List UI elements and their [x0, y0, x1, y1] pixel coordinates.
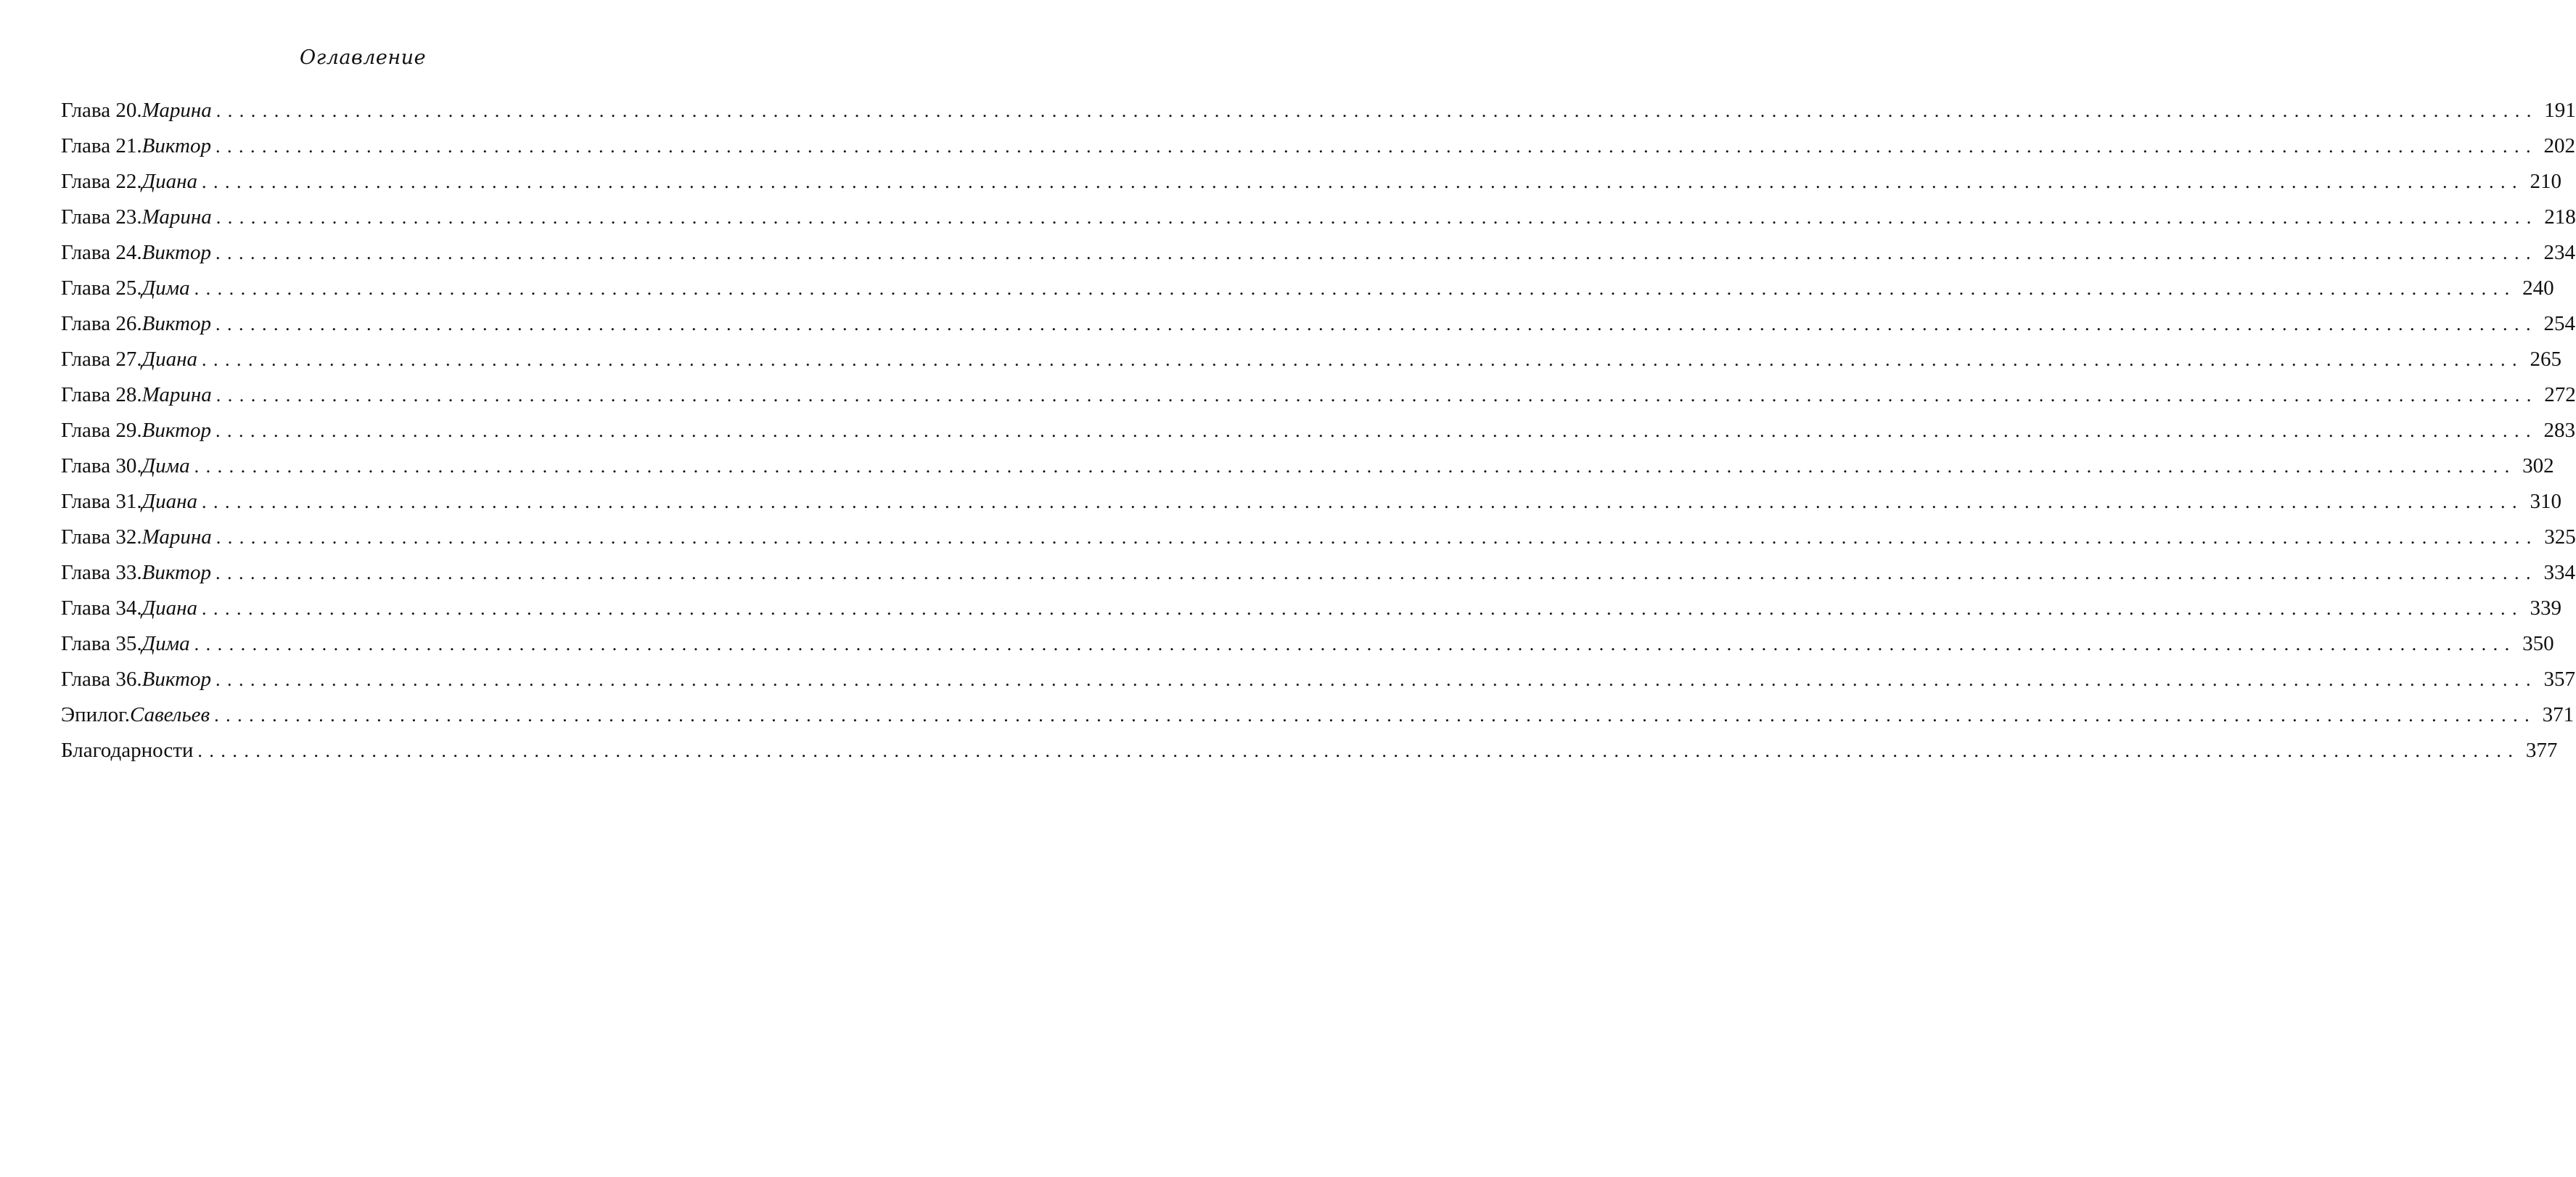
toc-entry-label: Глава 26.: [61, 312, 142, 335]
dot-leader: ........................................................................................................................................................................................................: [216, 207, 2538, 228]
toc-entry: [61, 93, 2576, 128]
toc-entry-name: Савельев: [130, 703, 210, 726]
toc-entry-label: Глава 31.: [61, 490, 142, 513]
toc-entry-name: Диана: [141, 490, 197, 513]
toc-entry: [61, 128, 2575, 164]
toc-entry-name: Дима: [141, 454, 190, 477]
toc-entry: [61, 377, 2576, 413]
toc-entry-page-number: 302: [2522, 454, 2554, 477]
toc-entry-page-number: 334: [2543, 561, 2575, 584]
toc-entry-page-number: 377: [2525, 739, 2558, 762]
dot-leader: ........................................................................................................................................................................................................: [215, 420, 2538, 441]
toc-entry-label: Глава 36.: [61, 668, 142, 691]
toc-entry-page-number: 325: [2544, 525, 2576, 549]
toc-entry: [61, 591, 2561, 626]
toc-entry-name: Марина: [141, 99, 212, 122]
dot-leader: ........................................................................................................................................................................................................: [194, 633, 2516, 655]
toc-entry-name: Диана: [141, 596, 197, 620]
toc-entry: [61, 164, 2561, 200]
toc-entry-name: Виктор: [141, 419, 211, 442]
toc-entry-page-number: 371: [2542, 703, 2575, 726]
toc-entry-name: Виктор: [141, 134, 211, 157]
toc-entry-label: Глава 20.: [61, 99, 142, 122]
running-head-title: Оглавление: [299, 46, 427, 69]
toc-entry-name: Диана: [141, 170, 197, 193]
toc-entry-name: Виктор: [141, 241, 211, 264]
toc-entry-name: Марина: [141, 525, 212, 549]
toc-entry: [61, 733, 2558, 768]
dot-leader: ........................................................................................................................................................................................................: [215, 136, 2538, 157]
toc-entry-label: Глава 30.: [61, 454, 142, 477]
dot-leader: ........................................................................................................................................................................................................: [201, 491, 2524, 512]
toc-entry-page-number: 234: [2543, 241, 2575, 264]
toc-entry-label: Глава 23.: [61, 205, 142, 229]
toc-entry-name: Марина: [141, 205, 212, 229]
toc-entry-label: Глава 32.: [61, 525, 142, 549]
dot-leader: ........................................................................................................................................................................................................: [216, 100, 2538, 121]
toc-entry-name: Марина: [141, 383, 212, 406]
toc-entry-label: Эпилог.: [61, 703, 131, 726]
dot-leader: ........................................................................................................................................................................................................: [215, 242, 2538, 263]
toc-entry-label: Глава 28.: [61, 383, 142, 406]
toc-entry-label: Глава 21.: [61, 134, 142, 157]
dot-leader: ........................................................................................................................................................................................................: [214, 705, 2537, 726]
toc-entry-page-number: 283: [2543, 419, 2575, 442]
toc-entry: [61, 342, 2561, 377]
toc-entry-name: Виктор: [141, 561, 211, 584]
toc-entry-page-number: 265: [2530, 348, 2561, 371]
toc-entry-page-number: 218: [2544, 205, 2576, 229]
toc-entry-label: Глава 25.: [61, 276, 142, 300]
toc-entry-name: Виктор: [141, 668, 211, 691]
dot-leader: ........................................................................................................................................................................................................: [201, 171, 2524, 192]
dot-leader: ........................................................................................................................................................................................................: [216, 527, 2538, 548]
dot-leader: ........................................................................................................................................................................................................: [216, 385, 2538, 406]
dot-leader: ........................................................................................................................................................................................................: [215, 669, 2538, 690]
dot-leader: ........................................................................................................................................................................................................: [197, 740, 2520, 761]
dot-leader: ........................................................................................................................................................................................................: [201, 598, 2524, 619]
toc-entry-page-number: 240: [2522, 276, 2554, 300]
toc-entry-page-number: 339: [2530, 596, 2561, 620]
toc-entry-label: Глава 35.: [61, 632, 142, 655]
toc-entry: [61, 697, 2575, 733]
toc-entry: [61, 413, 2575, 448]
dot-leader: ........................................................................................................................................................................................................: [201, 349, 2524, 370]
toc-entry: [61, 662, 2575, 697]
toc-entry-label: Глава 29.: [61, 419, 142, 442]
dot-leader: ........................................................................................................................................................................................................: [215, 313, 2538, 335]
toc-entry-label: Глава 22.: [61, 170, 142, 193]
toc-entry-page-number: 202: [2543, 134, 2575, 157]
toc-entry-page-number: 191: [2544, 99, 2576, 122]
toc-entry: [61, 200, 2576, 235]
dot-leader: ........................................................................................................................................................................................................: [194, 278, 2516, 299]
toc-entry-label: Глава 34.: [61, 596, 142, 620]
toc-entry-page-number: 210: [2530, 170, 2561, 193]
dot-leader: ........................................................................................................................................................................................................: [215, 562, 2538, 583]
toc-entry-page-number: 272: [2544, 383, 2576, 406]
dot-leader: ........................................................................................................................................................................................................: [194, 456, 2516, 477]
toc-entry: [61, 306, 2575, 342]
toc-entry: [61, 555, 2575, 591]
toc-entry-page-number: 254: [2543, 312, 2575, 335]
toc-entry-page-number: 357: [2543, 668, 2575, 691]
toc-entry: [61, 520, 2576, 555]
toc-entry-page-number: 310: [2530, 490, 2561, 513]
toc-entry-label: Глава 24.: [61, 241, 142, 264]
toc-entry: [61, 235, 2575, 271]
toc-entry-name: Виктор: [141, 312, 211, 335]
toc-entry-label: Глава 33.: [61, 561, 142, 584]
toc-entry-name: Диана: [141, 348, 197, 371]
toc-entry-page-number: 350: [2522, 632, 2554, 655]
toc-entry-name: Дима: [141, 632, 190, 655]
table-of-contents: [61, 93, 2576, 768]
toc-entry: [61, 448, 2554, 484]
toc-entry-name: Дима: [141, 276, 190, 300]
toc-entry-label: Благодарности: [61, 739, 194, 762]
toc-entry-label: Глава 27.: [61, 348, 142, 371]
toc-entry: [61, 484, 2561, 520]
toc-entry: [61, 626, 2554, 662]
toc-entry: [61, 271, 2554, 306]
